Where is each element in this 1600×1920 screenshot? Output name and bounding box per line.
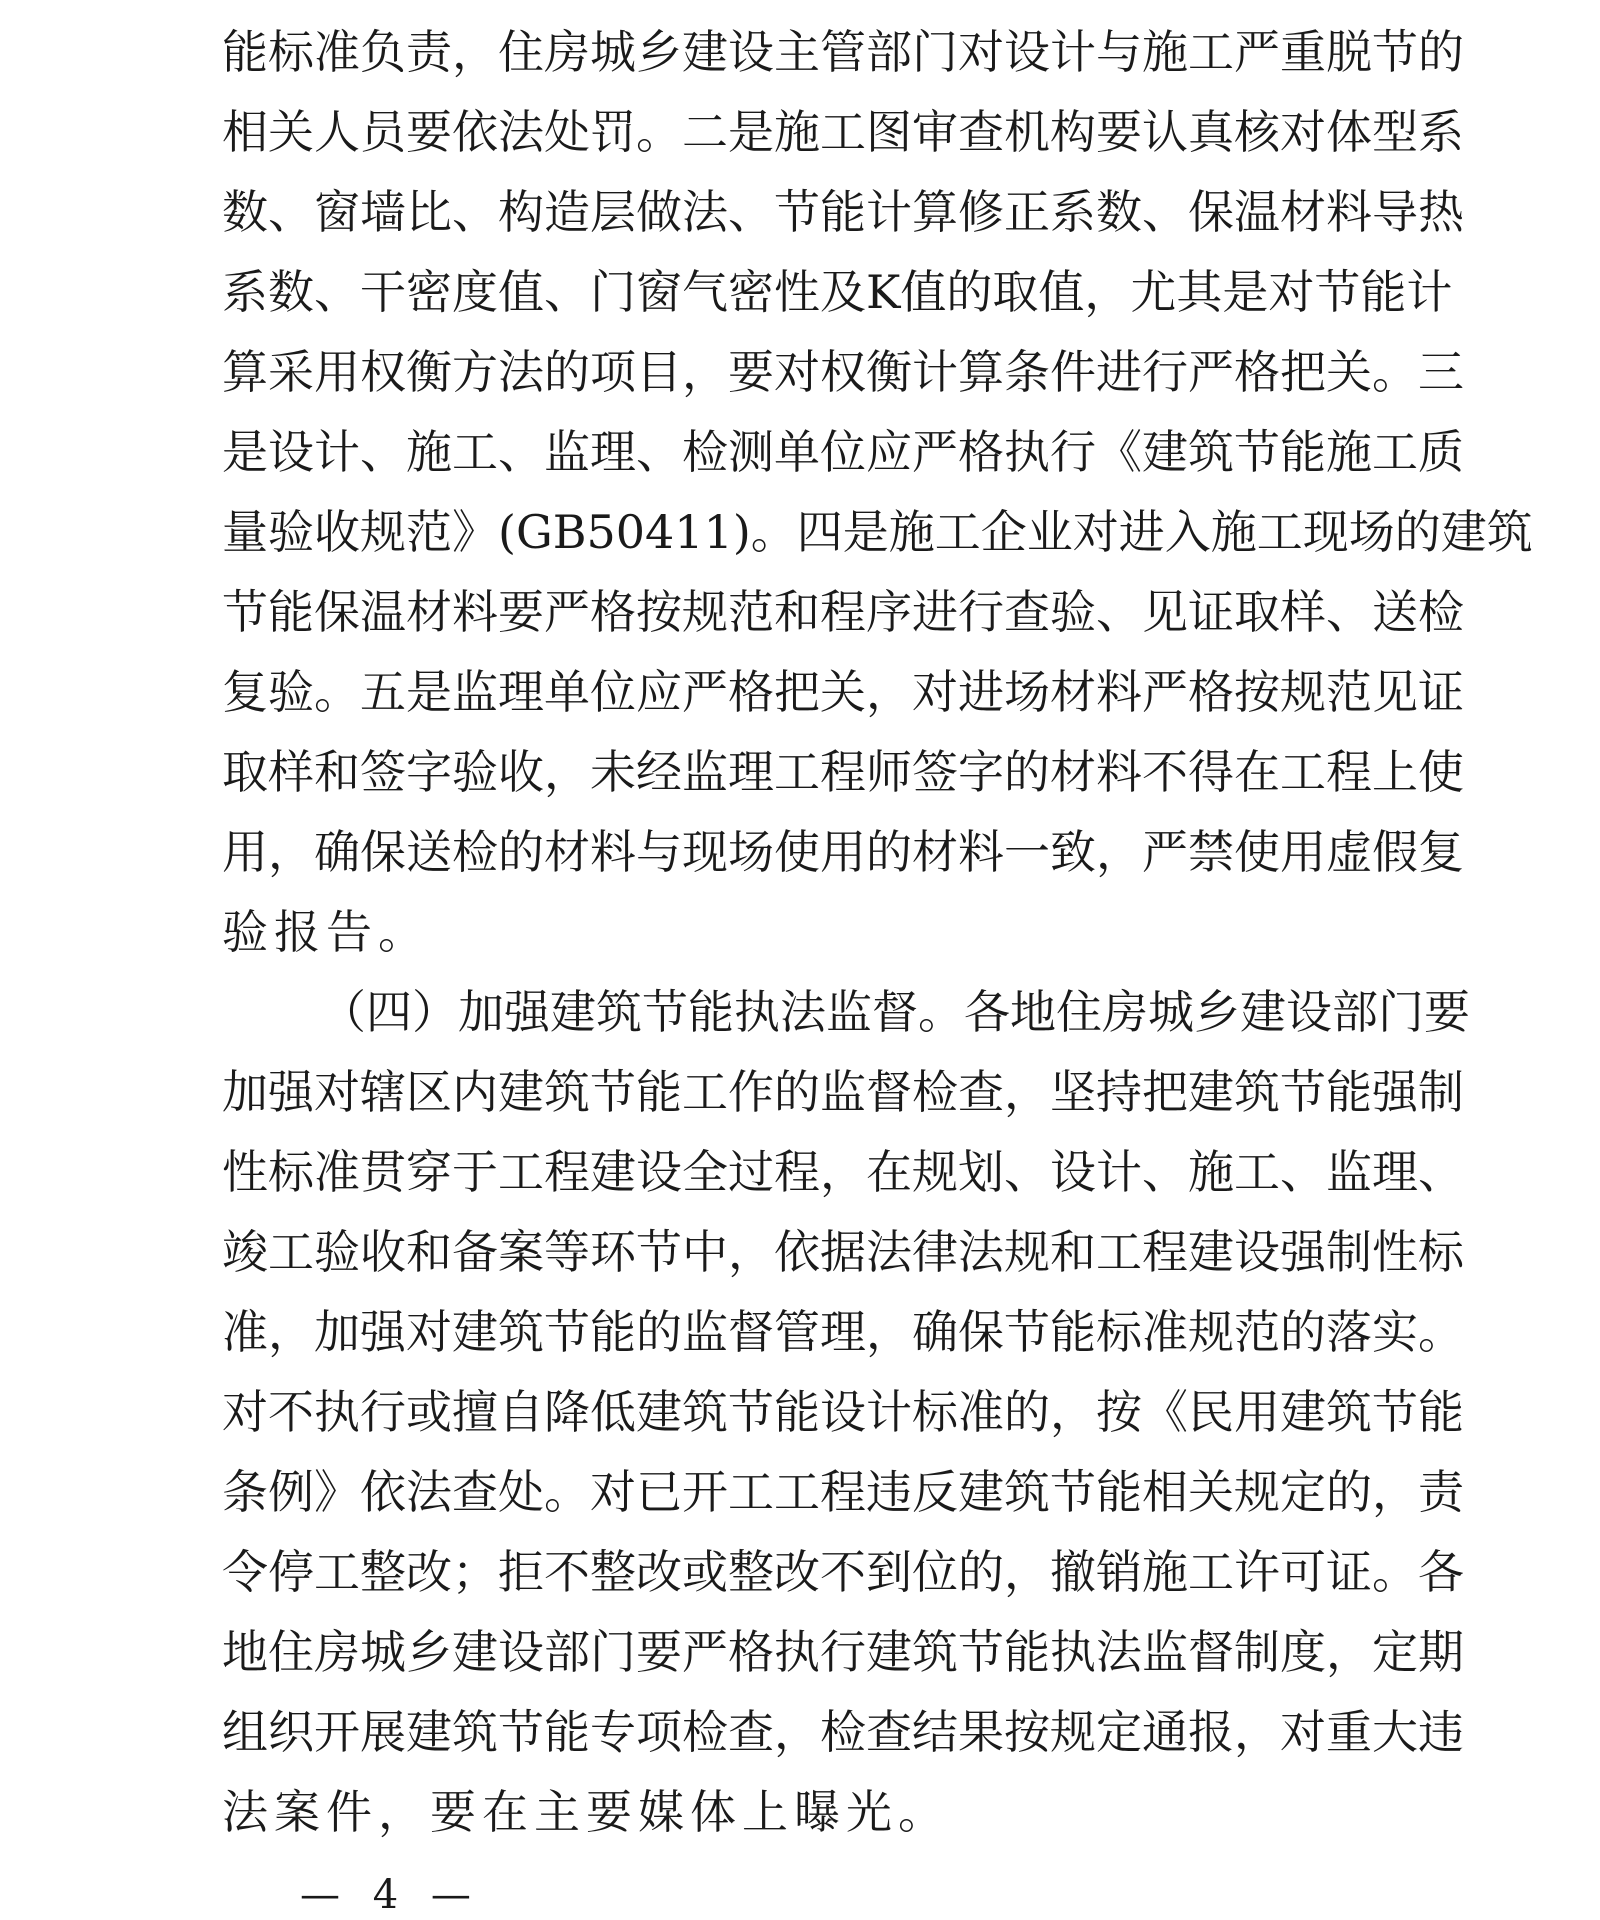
text-line: 数、窗墙比、构造层做法、节能计算修正系数、保温材料导热 — [222, 185, 1464, 239]
text-line: 法案件，要在主要媒体上曝光。 — [222, 1785, 950, 1839]
text-line: 验报告。 — [222, 905, 430, 959]
text-line: 性标准贯穿于工程建设全过程，在规划、设计、施工、监理、 — [222, 1145, 1464, 1199]
text-line: 条例》依法查处。对已开工工程违反建筑节能相关规定的，责 — [222, 1465, 1464, 1519]
text-line: 相关人员要依法处罚。二是施工图审查机构要认真核对体型系 — [222, 105, 1464, 159]
text-line: 准，加强对建筑节能的监督管理，确保节能标准规范的落实。 — [222, 1305, 1464, 1359]
text-line: 组织开展建筑节能专项检查，检查结果按规定通报，对重大违 — [222, 1705, 1464, 1759]
text-line: 令停工整改；拒不整改或整改不到位的，撤销施工许可证。各 — [222, 1545, 1464, 1599]
text-line: 竣工验收和备案等环节中，依据法律法规和工程建设强制性标 — [222, 1225, 1464, 1279]
text-line: 加强对辖区内建筑节能工作的监督检查，坚持把建筑节能强制 — [222, 1065, 1464, 1119]
text-line: 节能保温材料要严格按规范和程序进行查验、见证取样、送检 — [222, 585, 1464, 639]
text-line: 是设计、施工、监理、检测单位应严格执行《建筑节能施工质 — [222, 425, 1464, 479]
text-line: 系数、干密度值、门窗气密性及K值的取值，尤其是对节能计 — [222, 265, 1453, 319]
text-line: 取样和签字验收，未经监理工程师签字的材料不得在工程上使 — [222, 745, 1464, 799]
text-line: 对不执行或擅自降低建筑节能设计标准的，按《民用建筑节能 — [222, 1385, 1464, 1439]
text-line: 量验收规范》(GB50411)。四是施工企业对进入施工现场的建筑 — [222, 505, 1533, 559]
section-heading-line: （四）加强建筑节能执法监督。各地住房城乡建设部门要 — [320, 985, 1470, 1039]
page-number: — 4 — — [300, 1872, 481, 1918]
text-line: 用，确保送检的材料与现场使用的材料一致，严禁使用虚假复 — [222, 825, 1464, 879]
text-line: 地住房城乡建设部门要严格执行建筑节能执法监督制度，定期 — [222, 1625, 1464, 1679]
text-line: 复验。五是监理单位应严格把关，对进场材料严格按规范见证 — [222, 665, 1464, 719]
text-line: 算采用权衡方法的项目，要对权衡计算条件进行严格把关。三 — [222, 345, 1464, 399]
text-line: 能标准负责，住房城乡建设主管部门对设计与施工严重脱节的 — [222, 25, 1464, 79]
